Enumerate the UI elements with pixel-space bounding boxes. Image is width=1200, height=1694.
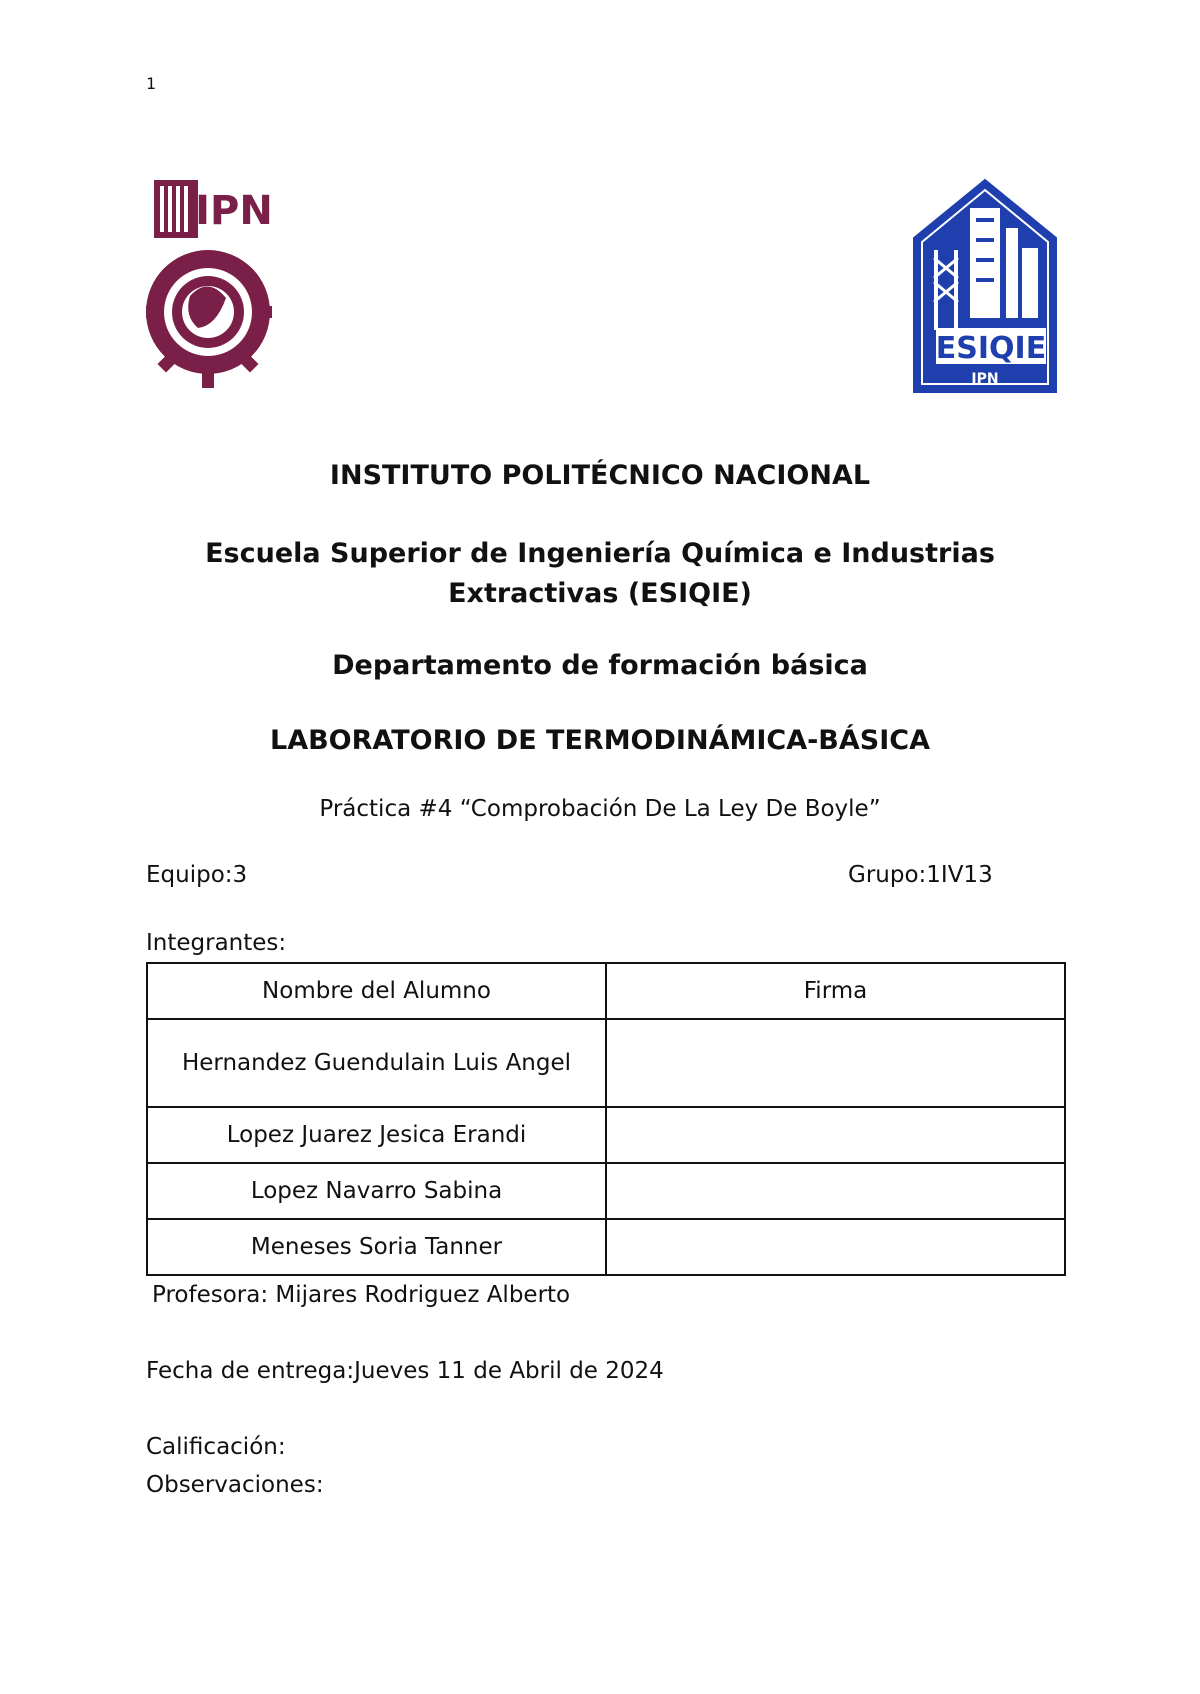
ipn-logo-text: IPN — [195, 188, 273, 234]
grupo-value: 1IV13 — [926, 862, 993, 888]
fecha-value: Jueves 11 de Abril de 2024 — [354, 1358, 664, 1384]
table-header-signature: Firma — [606, 963, 1065, 1019]
ipn-logo-icon — [146, 176, 286, 390]
equipo-field — [146, 862, 247, 888]
integrantes-label: Integrantes: — [146, 930, 287, 956]
institute-title: INSTITUTO POLITÉCNICO NACIONAL — [329, 460, 871, 491]
practice-title: Práctica #4 “Comprobación De La Ley De Boyle” — [319, 796, 881, 822]
profesora-field — [152, 1282, 570, 1308]
esiqie-logo-icon — [910, 178, 1060, 394]
school-title-line2: Extractivas (ESIQIE) — [448, 578, 752, 609]
department-title: Departamento de formación básica — [332, 650, 868, 681]
table-header-name: Nombre del Alumno — [147, 963, 606, 1019]
equipo-label: Equipo: — [146, 862, 233, 888]
grupo-field — [848, 862, 993, 888]
lab-title: LABORATORIO DE TERMODINÁMICA-BÁSICA — [270, 725, 930, 756]
page-number: 1 — [146, 74, 156, 93]
student-name: Lopez Navarro Sabina — [147, 1163, 606, 1219]
profesora-label: Profesora: — [152, 1282, 269, 1308]
equipo-value: 3 — [232, 862, 248, 888]
signature-cell — [606, 1219, 1065, 1275]
table-row — [147, 1019, 1065, 1107]
table-row — [147, 1219, 1065, 1275]
observaciones-label: Observaciones: — [146, 1472, 324, 1498]
fecha-label: Fecha de entrega: — [146, 1358, 355, 1384]
profesora-value: Mijares Rodriguez Alberto — [275, 1282, 571, 1308]
signature-cell — [606, 1107, 1065, 1163]
table-row — [147, 1163, 1065, 1219]
student-name: Lopez Juarez Jesica Erandi — [147, 1107, 606, 1163]
esiqie-logo-subtext: IPN — [971, 371, 999, 387]
school-title-line1: Escuela Superior de Ingeniería Química e Industrias — [205, 538, 995, 569]
calificacion-label: Calificación: — [146, 1434, 286, 1460]
student-name: Hernandez Guendulain Luis Angel — [147, 1019, 606, 1107]
table-header-row — [147, 963, 1065, 1019]
signature-cell — [606, 1019, 1065, 1107]
student-name: Meneses Soria Tanner — [147, 1219, 606, 1275]
table-row — [147, 1107, 1065, 1163]
esiqie-logo-text: ESIQIE — [935, 331, 1047, 366]
grupo-label: Grupo: — [848, 862, 927, 888]
members-table — [146, 962, 1066, 1276]
fecha-field — [146, 1358, 664, 1384]
school-title — [0, 534, 1200, 614]
signature-cell — [606, 1163, 1065, 1219]
